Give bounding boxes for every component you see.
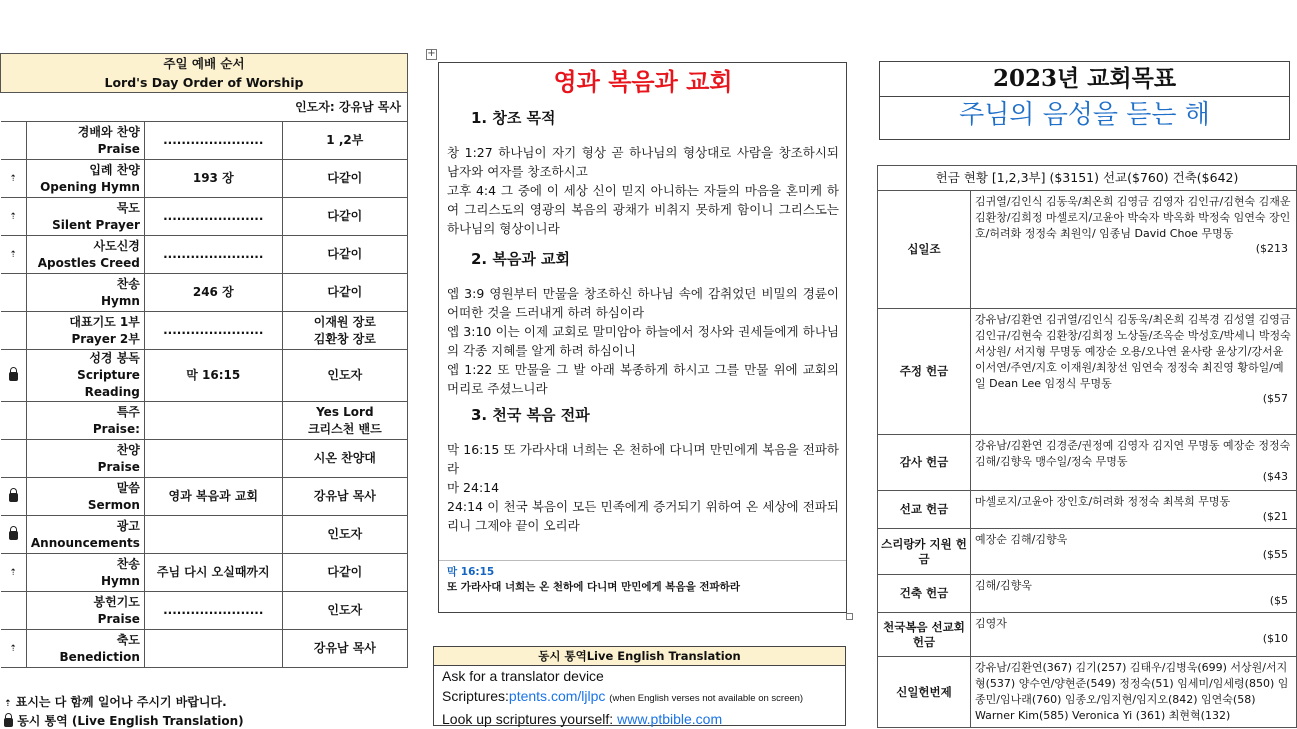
order-row: [1, 630, 408, 668]
order-row-who: 이재원 장로 김환창 장로: [282, 312, 407, 350]
order-row-ko: 봉헌기도: [93, 594, 140, 609]
order-row-en: Scripture Reading: [77, 368, 140, 399]
order-row-icon: [1, 122, 27, 160]
order-row-en: Sermon: [87, 497, 140, 512]
order-row-icon: [1, 160, 27, 198]
sermon-verse: 창 1:27 하나님이 자기 형상 곧 하나님의 형상대로 사람을 창조하시되 남자와 여자를 창조하시고: [447, 145, 839, 179]
order-row-en: Apostles Creed: [37, 255, 140, 270]
order-row-icon: [1, 402, 27, 440]
sermon-box: [438, 62, 847, 613]
order-row-en: Praise: [97, 611, 140, 626]
order-footnote: ⇡ 표시는 다 함께 일어나 주시기 바랍니다.: [4, 695, 227, 709]
order-leader: 인도자: 강유남 목사: [1, 93, 408, 122]
offering-row: [878, 435, 1297, 491]
order-row-who: Yes Lord 크리스천 밴드: [282, 402, 407, 440]
order-row-item: [26, 274, 144, 312]
sermon-title: 영과 복음과 교회: [553, 67, 733, 96]
goal-theme: 주님의 음성을 듣는 해: [959, 100, 1210, 130]
goal-year: 2023년 교회목표: [880, 62, 1289, 97]
order-row-detail: 246 장: [144, 274, 282, 312]
stand-icon: ⇡: [9, 212, 17, 222]
offering-category: 십일조: [878, 191, 971, 309]
offering-names-cell: [971, 529, 1297, 575]
offering-names: 예장순 김해/김향욱: [975, 533, 1068, 546]
order-row: [1, 592, 408, 630]
order-leader-row: [1, 93, 408, 122]
offering-table: [877, 165, 1297, 728]
order-row-item: [26, 236, 144, 274]
sermon-footer-text: 또 가라사대 너희는 온 천하에 다니며 만민에게 복음을 전파하라: [447, 581, 740, 593]
order-row: [1, 478, 408, 516]
sermon-section-heading: 2. 복음과 교회: [471, 250, 571, 268]
order-row-item: [26, 198, 144, 236]
order-row-icon: [1, 274, 27, 312]
order-row-ko: 특주: [116, 404, 140, 419]
lock-icon: [9, 531, 18, 540]
order-row-item: [26, 478, 144, 516]
offering-names: 김해/김향욱: [975, 579, 1032, 592]
order-row-en: Praise: [97, 459, 140, 474]
offering-header-row: [878, 166, 1297, 191]
order-row: [1, 122, 408, 160]
offering-amount: ($43: [1262, 470, 1288, 483]
order-row-detail: [144, 440, 282, 478]
order-row-who: 1 ,2부: [282, 122, 407, 160]
order-row-who: 시온 찬양대: [282, 440, 407, 478]
offering-names-cell: [971, 657, 1297, 728]
offering-names-cell: [971, 191, 1297, 309]
order-row: [1, 160, 408, 198]
order-row-icon: [1, 440, 27, 478]
order-row-item: [26, 402, 144, 440]
order-row: [1, 440, 408, 478]
order-row-ko: 말씀: [116, 480, 140, 495]
order-row-icon: [1, 236, 27, 274]
order-row-detail: ......................: [144, 312, 282, 350]
sermon-body: [447, 107, 839, 535]
sermon-verse: 엡 3:10 이는 이제 교회로 말미암아 하늘에서 정사와 권세들에게 하나님의 각종 지혜를 알게 하려 하심이니: [447, 324, 839, 358]
order-header: [1, 54, 408, 93]
lock-icon: [4, 718, 13, 727]
offering-names: 김영자: [975, 617, 1007, 630]
order-row-icon: [1, 592, 27, 630]
order-row-who: 다같이: [282, 274, 407, 312]
order-row-detail: 주님 다시 오실때까지: [144, 554, 282, 592]
translation-line-scriptures: Scriptures:ptents.com/ljlpc (when English verses not available on screen): [442, 688, 804, 704]
order-row-who: 다같이: [282, 554, 407, 592]
order-row-en: Hymn: [100, 293, 140, 308]
order-row-ko: 찬양: [116, 442, 140, 457]
order-row-ko: 경배와 찬양: [77, 124, 140, 139]
order-row-en: Benediction: [59, 649, 140, 664]
sermon-section-heading: 1. 창조 목적: [471, 109, 556, 127]
order-row-detail: ......................: [144, 122, 282, 160]
offering-amount: ($5: [1269, 594, 1288, 607]
offering-names-cell: [971, 575, 1297, 613]
order-row-ko: 축도: [116, 632, 140, 647]
offering-names: 마셀로지/고윤아 장인호/허려화 정정숙 최복희 무명동: [975, 495, 1231, 508]
order-row-ko: 찬송: [116, 556, 140, 571]
order-row-item: [26, 160, 144, 198]
order-row-detail: ......................: [144, 236, 282, 274]
offering-names-cell: [971, 435, 1297, 491]
order-row: [1, 198, 408, 236]
stand-icon: ⇡: [9, 250, 17, 260]
order-row-detail: 193 장: [144, 160, 282, 198]
offering-names-cell: [971, 309, 1297, 435]
scriptures-note: (when English verses not available on screen): [609, 693, 804, 704]
order-row-ko: 광고: [116, 518, 140, 533]
offering-row: [878, 657, 1297, 728]
order-row-detail: 영과 복음과 교회: [144, 478, 282, 516]
lock-icon: [9, 372, 18, 381]
order-row-detail: [144, 516, 282, 554]
offering-names: 강유남/김환연 김경준/권정예 김영자 김지연 무명동 예장순 정정숙 김해/김향욱 맹수일/정숙 무명동: [975, 439, 1291, 468]
order-row-en: Silent Prayer: [52, 217, 140, 232]
order-row: [1, 312, 408, 350]
offering-amount: ($57: [1262, 392, 1288, 405]
offering-row: [878, 529, 1297, 575]
offering-category: 신일헌번제: [878, 657, 971, 728]
order-row-item: [26, 554, 144, 592]
order-row-en: Announcements: [30, 535, 140, 550]
offering-row: [878, 575, 1297, 613]
stand-icon: ⇡: [9, 174, 17, 184]
sermon-verse: 고후 4:4 그 중에 이 세상 신이 믿지 아니하는 자들의 마음을 혼미케 하여 그리스도의 영광의 복음의 광채가 비취지 못하게 함이니 그리스도는 하나님의 형상이니라: [447, 183, 839, 236]
order-row: [1, 236, 408, 274]
order-row-detail: [144, 630, 282, 668]
order-row-item: [26, 350, 144, 402]
offering-category: 건축 헌금: [878, 575, 971, 613]
offering-names-cell: [971, 491, 1297, 529]
offering-row: [878, 613, 1297, 657]
order-rows: [1, 122, 408, 668]
order-row-who: 인도자: [282, 592, 407, 630]
stand-icon: ⇡: [9, 568, 17, 578]
offering-names: 김귀열/김인식 김동욱/최온희 김영금 김영자 김인규/김현숙 김재운 김환창/김희정 마셀로지/고윤아 박숙자 박옥화 박정숙 임연숙 장인호/허려화 정정숙 최원익/ 임종님 David Choe 무명동: [975, 195, 1291, 240]
offering-category: 주정 헌금: [878, 309, 971, 435]
order-row-ko: 찬송: [116, 276, 140, 291]
order-row: [1, 274, 408, 312]
offering-row: [878, 191, 1297, 309]
order-row-detail: ......................: [144, 592, 282, 630]
sermon-verse: 엡 3:9 영원부터 만물을 창조하신 하나님 속에 감취었던 비밀의 경륜이 어떠한 것을 드러내게 하려 하심이라: [447, 286, 839, 320]
translation-box: [433, 646, 846, 726]
order-row-en: Hymn: [100, 573, 140, 588]
order-row-ko: 사도신경: [93, 238, 140, 253]
order-row-detail: 막 16:15: [144, 350, 282, 402]
sermon-footer-reference: 막 16:15: [447, 566, 495, 578]
order-row: [1, 554, 408, 592]
order-row-item: [26, 516, 144, 554]
order-row-who: 강유남 목사: [282, 630, 407, 668]
order-row-en: Opening Hymn: [40, 179, 140, 194]
stand-icon: ⇡: [9, 644, 17, 654]
order-row-who: 인도자: [282, 516, 407, 554]
order-row-icon: [1, 516, 27, 554]
order-row-item: [26, 630, 144, 668]
translation-line-lookup: Look up scriptures yourself: www.ptbible.com: [442, 711, 723, 727]
move-handle-icon[interactable]: +: [427, 48, 436, 59]
offering-amount: ($213: [1255, 242, 1288, 255]
translation-title: 동시 통역Live English Translation: [434, 647, 845, 666]
order-row-item: [26, 122, 144, 160]
scriptures-link[interactable]: ptents.com/ljlpc: [508, 688, 606, 704]
order-row: [1, 402, 408, 440]
order-row-who: 다같이: [282, 236, 407, 274]
order-row-item: [26, 312, 144, 350]
order-row-en: Prayer 2부: [71, 331, 140, 346]
order-row-detail: [144, 402, 282, 440]
sermon-footer: [439, 560, 846, 612]
offering-row: [878, 491, 1297, 529]
church-goal-box: [879, 61, 1290, 140]
order-row-who: 다같이: [282, 160, 407, 198]
offering-category: 스리랑카 지원 헌금: [878, 529, 971, 575]
offering-names-cell: [971, 613, 1297, 657]
order-row-icon: [1, 554, 27, 592]
order-row: [1, 516, 408, 554]
order-row-ko: 성경 봉독: [89, 351, 140, 365]
sermon-verse: 24:14 이 천국 복음이 모든 민족에게 증거되기 위하여 온 세상에 전파되리니 그제야 끝이 오리라: [447, 499, 839, 533]
offering-category: 천국복음 선교회 헌금: [878, 613, 971, 657]
offering-amount: ($21: [1262, 510, 1288, 523]
offering-row: [878, 309, 1297, 435]
offering-category: 감사 헌금: [878, 435, 971, 491]
order-row-ko: 입례 찬양: [89, 162, 140, 177]
sermon-section-heading: 3. 천국 복음 전파: [471, 406, 590, 424]
offering-header: 헌금 현황 [1,2,3부] ($3151) 선교($760) 건축($642): [878, 166, 1297, 191]
order-title-ko: 주일 예배 순서: [163, 56, 245, 71]
sermon-verse: 엡 1:22 또 만물을 그 발 아래 복종하게 하시고 그를 만물 위에 교회의 머리로 주셨느니라: [447, 362, 839, 396]
offering-category: 선교 헌금: [878, 491, 971, 529]
stand-icon: ⇡: [4, 699, 12, 709]
order-footnote-translation: 동시 통역 (Live English Translation): [4, 712, 244, 729]
order-row: [1, 350, 408, 402]
lock-icon: [9, 493, 18, 502]
order-row-who: 다같이: [282, 198, 407, 236]
order-row-ko: 대표기도 1부: [69, 314, 140, 329]
resize-handle-icon[interactable]: [846, 613, 853, 620]
order-row-en: Praise: [97, 141, 140, 156]
offering-names: 강유남/김환연(367) 김기(257) 김태우/김병욱(699) 서상원/서지형(537) 양수연/양현준(549) 정정숙(51) 임세미/임세령(850) 임종민/임나래(760) 임종오/임지현/임지오(842) 임연숙(58) Warner Kim(585) Veronica Yi (361) 최현혁(132): [975, 661, 1289, 722]
offering-amount: ($55: [1262, 548, 1288, 561]
offering-names: 강유남/김환연 김귀열/김인식 김동욱/최온희 김복경 김성열 김영금 김인규/김현숙 김환창/김희정 노상돌/조옥순 박성호/박세니 박정숙 서상원/ 서지형 무명동 예장순 오용/오나연 윤사랑 윤상기/강서윤 이서연/주연/지호 이재원/최창선 임연숙 정정숙 최진영 황하일/예일 Dean Lee 임정식 무명동: [975, 313, 1291, 390]
order-of-worship-table: [0, 53, 408, 668]
offering-amount: ($10: [1262, 632, 1288, 645]
ptbible-link[interactable]: www.ptbible.com: [617, 711, 723, 727]
order-title-en: Lord's Day Order of Worship: [104, 75, 304, 90]
order-row-item: [26, 440, 144, 478]
order-row-icon: [1, 312, 27, 350]
order-row-icon: [1, 350, 27, 402]
order-row-icon: [1, 198, 27, 236]
order-row-icon: [1, 630, 27, 668]
sermon-verse: 마 24:14: [447, 480, 500, 495]
order-row-en: Praise:: [92, 421, 140, 436]
offering-rows: [878, 191, 1297, 728]
order-row-ko: 묵도: [116, 200, 140, 215]
order-row-who: 인도자: [282, 350, 407, 402]
order-row-detail: ......................: [144, 198, 282, 236]
sermon-verse: 막 16:15 또 가라사대 너희는 온 천하에 다니며 만민에게 복음을 전파하라: [447, 442, 839, 476]
translation-line-device: Ask for a translator device: [442, 668, 604, 684]
order-row-who: 강유남 목사: [282, 478, 407, 516]
order-row-item: [26, 592, 144, 630]
order-row-icon: [1, 478, 27, 516]
